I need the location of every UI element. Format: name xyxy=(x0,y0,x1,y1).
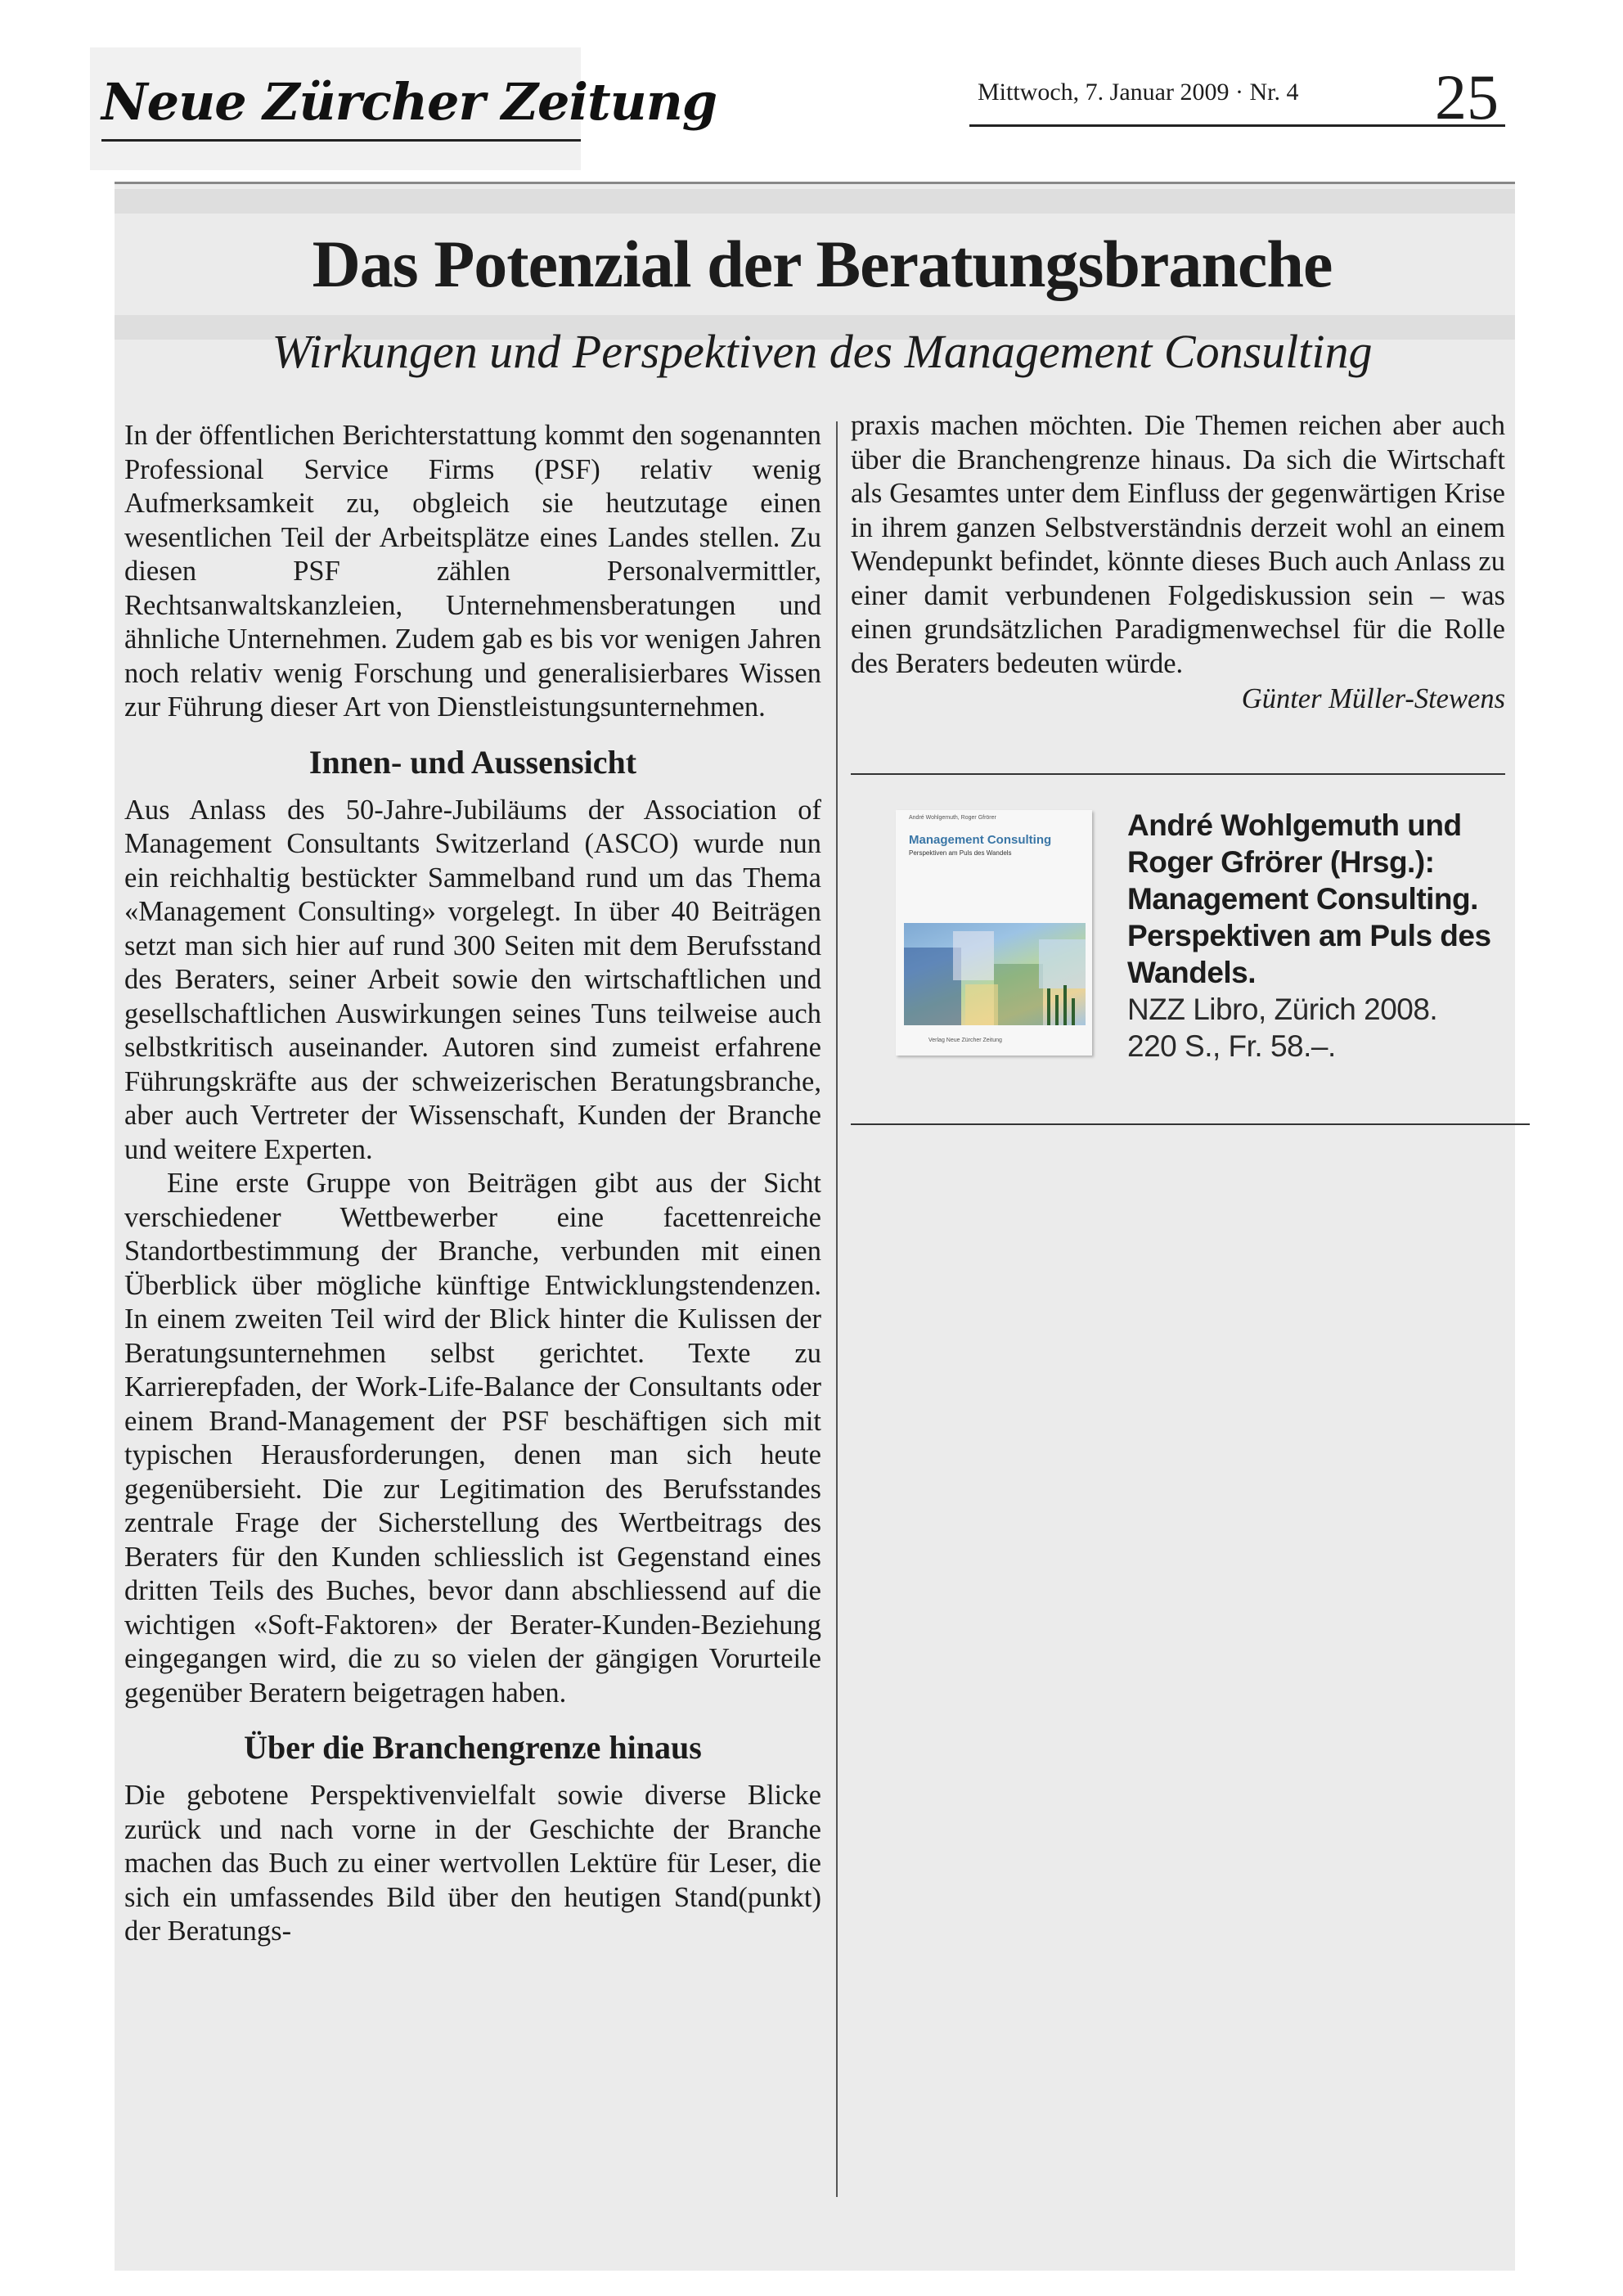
newspaper-logo: Neue Zürcher Zeitung xyxy=(101,72,717,132)
article-column-right xyxy=(851,409,1505,717)
cover-editors: André Wohlgemuth, Roger Gfrörer xyxy=(909,815,996,821)
divider xyxy=(851,773,1505,775)
book-details: 220 S., Fr. 58.–. xyxy=(1127,1029,1336,1063)
divider xyxy=(851,1123,1530,1125)
section-heading: Über die Branchengrenze hinaus xyxy=(244,1729,702,1766)
page-number: 25 xyxy=(1435,61,1499,133)
article-paragraph: Aus Anlass des 50-Jahre-Jubiläums der Association of Management Consultants Switzerland (ASCO) wurde nun ein reichhaltig bestückter Sammelband rund um das Thema «Management Consulting» vorgelegt. In über 40 Beiträgen setzt man sich hier auf rund 300 Seiten mit dem Berufsstand des Beraters, seiner Arbeit sowie den wirtschaftlichen und gesellschaftlichen Auswirkungen seines Tuns teilweise auch selbstkritisch auseinander. Autoren sind zumeist erfahrene Führungskräfte aus der schweizerischen Beratungsbranche, aber auch Vertreter der Wissenschaft, Kunden der Branche und weitere Experten. xyxy=(124,794,821,1165)
section-heading: Innen- und Aussensicht xyxy=(308,743,637,781)
book-title: Management Consulting. xyxy=(1127,882,1478,916)
book-title: Wandels. xyxy=(1127,956,1257,989)
cover-title: Management Consulting xyxy=(909,833,1052,847)
article-paragraph: praxis machen möchten. Die Themen reichen aber auch über die Branchengrenze hinaus. Da sich die Wirtschaft als Gesamtes unter dem Einfluss der gegenwärtigen Krise in ihrem ganzen Selbstverständnis derzeit wohl an einem Wendepunkt befindet, könnte dieses Buch auch Anlass zu einer damit verbundenen Folgediskussion sein – was einen grundsätzlichen Paradigmenwechsel für die Rolle des Beraters bedeuten würde. xyxy=(851,410,1505,679)
cover-publisher: Verlag Neue Zürcher Zeitung xyxy=(928,1038,1002,1043)
book-info xyxy=(1127,807,1512,1065)
article-headline: Das Potenzial der Beratungsbranche xyxy=(312,227,1333,301)
masthead-rule xyxy=(101,139,581,142)
book-publisher: NZZ Libro, Zürich 2008. xyxy=(1127,993,1438,1026)
article-subheadline: Wirkungen und Perspektiven des Management Consulting xyxy=(272,325,1373,378)
book-editors: Roger Gfrörer (Hrsg.): xyxy=(1127,845,1435,879)
book-title: Perspektiven am Puls des xyxy=(1127,919,1491,952)
article-column-left xyxy=(124,419,821,1949)
ghost-text-band xyxy=(115,189,1515,214)
issue-date: Mittwoch, 7. Januar 2009 · Nr. 4 xyxy=(978,79,1299,106)
article-paragraph: Eine erste Gruppe von Beiträgen gibt aus der Sicht verschiedener Wettbewerber eine facettenreiche Standortbestimmung der Branche, verbunden mit einen Überblick über mögliche künftige Entwicklungstendenzen. In einem zweiten Teil wird der Blick hinter die Kulissen der Beratungsunternehmen selbst gerichtet. Texte zu Karrierepfaden, der Work-Life-Balance der Consultants oder einem Brand-Management der PSF beschäftigen sich mit typischen Herausforderungen, denen man sich heute gegenübersieht. Die zur Legitimation des Berufsstandes zentrale Frage der Sicherstellung des Wertbeitrags des Beraters für den Kunden schliesslich ist Gegenstand eines dritten Teils des Buches, bevor dann abschliessend auf die wichtigen «Soft-Faktoren» der Berater-Kunden-Beziehung eingegangen wird, die zu so vielen der gängigen Vorurteile gegenüber Beratern beigetragen haben. xyxy=(124,1168,821,1708)
column-divider xyxy=(836,421,838,2197)
article-paragraph: In der öffentlichen Berichterstattung kommt den sogenannten Professional Service Firms (PSF) relativ wenig Aufmerksamkeit zu, obgleich sie heutzutage einen wesentlichen Teil der Arbeitsplätze eines Landes stellen. Zu diesen PSF zählen Personalvermittler, Rechtsanwaltskanzleien, Unternehmensberatungen und ähnliche Unternehmen. Zudem gab es bis vor wenigen Jahren noch relativ wenig Forschung und generalisierbares Wissen zur Führung dieser Art von Dienstleistungsunternehmen. xyxy=(124,420,821,723)
masthead xyxy=(90,47,717,170)
cover-artwork xyxy=(904,923,1086,1025)
article-paragraph: Die gebotene Perspektivenvielfalt sowie diverse Blicke zurück und nach vorne in der Geschichte der Branche machen das Buch zu einer wertvollen Lektüre für Leser, die sich ein umfassendes Bild über den heutigen Stand(punkt) der Beratungs- xyxy=(124,1780,821,1947)
dateline xyxy=(969,61,1505,133)
article-author: Günter Müller-Stewens xyxy=(1241,683,1505,714)
book-cover-image xyxy=(896,810,1092,1056)
cover-subtitle: Perspektiven am Puls des Wandels xyxy=(909,849,1012,857)
book-editors: André Wohlgemuth und xyxy=(1127,808,1462,842)
